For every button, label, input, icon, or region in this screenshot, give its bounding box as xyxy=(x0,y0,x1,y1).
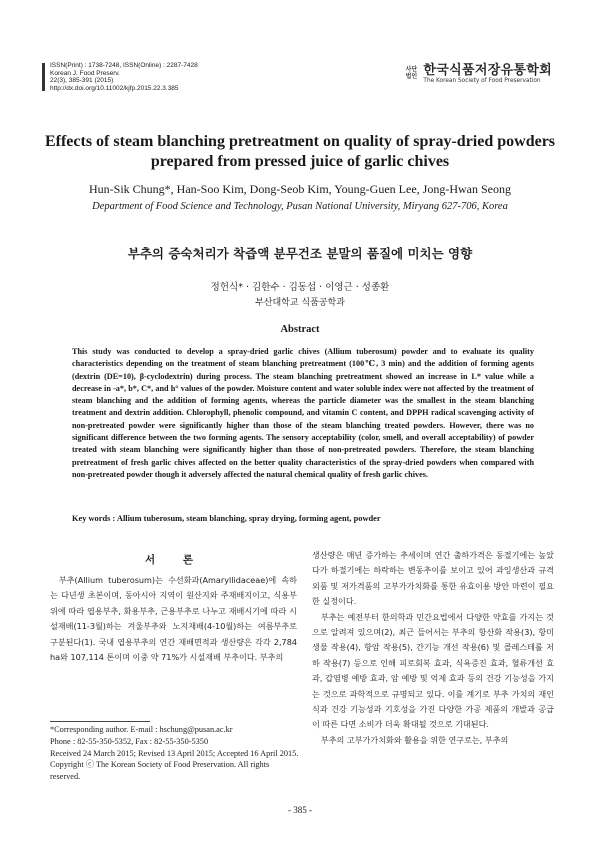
paper-title: Effects of steam blanching pretreatment on quality of spray-dried powders prepared from pressed juice of garlic chives xyxy=(44,133,556,170)
korean-title: 부추의 증숙처리가 착즙액 분무건조 분말의 품질에 미치는 영향 xyxy=(127,246,473,261)
page-number: - 385 - xyxy=(288,805,312,815)
keywords-label: Key words : xyxy=(72,514,116,523)
affiliation: Department of Food Science and Technology, Pusan National University, Miryang 627-706, Korea xyxy=(92,201,508,212)
copyright: Copyright ⓒ The Korean Society of Food Preservation. All rights reserved. xyxy=(50,760,270,782)
intro-paragraph-1: 부추(Allium tuberosum)는 수선화과(Amaryllidaceae)에 속하는 다년생 초본이며, 동아시아 지역이 원산지와 주재배지이고, 식용부위에 따라 엽용부추, 화용부추, 근용부추로 나누고 재배시기에 따라 시설재배(11-3월)하는 겨울부추와 노지재배(4-10월)하는 여름부추로 구분된다(1). 국내 엽용부추의 연간 재배면적과 생산량은 각각 2,784 ha와 107,114 톤이며 이중 약 71%가 시설재배 부추이다. 부추의 xyxy=(50,575,297,663)
society-name-ko: 한국식품저장유통학회 xyxy=(423,63,552,78)
intro-right-column xyxy=(312,548,554,748)
intro-paragraph-1-cont: 생산량은 매년 증가하는 추세이며 연간 출하가격은 동절기에는 높았다가 하절기에는 하락하는 변동추이를 보이고 있어 과잉생산과 규격외품 및 저가격품의 고부가가치화를 통한 유효이용 방안 마련이 필요한 실정이다. xyxy=(312,550,554,607)
abstract-body: This study was conducted to develop a spray-dried garlic chives (Allium tuberosum) powder and to evaluate its quality characteristics depending on the treatment of steam blanching pretreatment (100℃, 3 min) and the addition of forming agents (dextrin (DE=10), β-cyclodextrin) during process. The steam blanching pretreatment showed an increase in L* value while a decrease in -a*, b*, C*, and h° values of the powder. Moisture content and water soluble index were not affected by the treatment of steam blanching and the addition of forming agents, whereas the particle diameter was the smallest in the steam blanching treatment and dextrin addition. Chlorophyll, phenolic compound, and vitamin C content, and DPPH radical scavenging activity of non-pretreated powder were significantly higher than those of the steam blanching treated powders. However, there was no significant difference between the two forming agents. The sensory acceptability (color, smell, and overall acceptability) of powder treated with steam blanching were significantly higher than those of non-pretreated powders. Therefore, the steam blanching pretreatment of fresh garlic chives affected on the better quality characteristics of the spray-dried powders when compared with non-pretreated powder though it adversely affected the natural chemical quality of fresh garlic chives. xyxy=(72,347,534,479)
keywords-text: Allium tuberosum, steam blanching, spray drying, forming agent, powder xyxy=(116,514,381,523)
korean-authors: 정헌식* · 김한수 · 김동섭 · 이영근 · 성종환 xyxy=(210,282,390,293)
keywords xyxy=(72,514,534,523)
intro-paragraph-3: 부추의 고부가가치화와 활용을 위한 연구로는, 부추의 xyxy=(320,734,509,745)
society-logo-text xyxy=(423,64,552,85)
author-list: Hun-Sik Chung*, Han-Soo Kim, Dong-Seob Kim, Young-Guen Lee, Jong-Hwan Seong xyxy=(89,182,511,196)
intro-paragraph-2: 부추는 예전부터 한의학과 민간요법에서 다양한 약효를 가지는 것으로 알려져 있으며(2), 최근 들어서는 부추의 항산화 작용(3), 항미생물 작용(4), 항암 작용(5), 간기능 개선 작용(6) 및 콜레스테롤 저하 작용(7) 등으로 인해 피로회복 효과, 식욕증진 효과, 혈류개선 효과, 갑염병 예방 효과, 암 예방 및 억제 효과 등의 건강 기능성을 가지는 것으로 과학적으로 규명되고 있다. 이를 계기로 부추 가치의 재인식과 건강 기능성과 기호성을 가진 다양한 가공 제품의 개발과 공급이 따른 다면 소비가 더욱 확대될 것으로 기대된다. xyxy=(312,611,554,730)
intro-heading: 서 론 xyxy=(145,554,205,566)
header-bar xyxy=(42,63,45,91)
doi-link[interactable]: http://dx.doi.org/10.11002/kjfp.2015.22.3.385 xyxy=(50,84,179,92)
korean-affiliation: 부산대학교 식품공학과 xyxy=(255,298,345,308)
received-dates: Received 24 March 2015; Revised 13 April 2015; Accepted 16 April 2015. xyxy=(50,748,299,758)
footnote xyxy=(50,724,300,783)
contact-phone: Phone : 82-55-350-5352, Fax : 82-55-350-5350 xyxy=(50,736,209,746)
society-logo-mark: 사단법인 xyxy=(405,65,418,80)
journal-line: Korean J. Food Preserv. xyxy=(50,69,120,77)
society-name-en: The Korean Society of Food Preservation xyxy=(423,78,541,84)
issn-line: ISSN(Print) : 1738-7248, ISSN(Online) : 2287-7428 xyxy=(50,62,198,69)
intro-left-column xyxy=(50,573,297,665)
journal-header xyxy=(50,62,198,92)
corresponding-author: *Corresponding author. E-mail : hschung@pusan.ac.kr xyxy=(50,725,233,734)
abstract-heading: Abstract xyxy=(280,324,320,335)
footnote-rule xyxy=(50,721,150,722)
volume-line: 22(3), 385-391 (2015) xyxy=(50,77,114,85)
society-logo xyxy=(403,64,552,85)
